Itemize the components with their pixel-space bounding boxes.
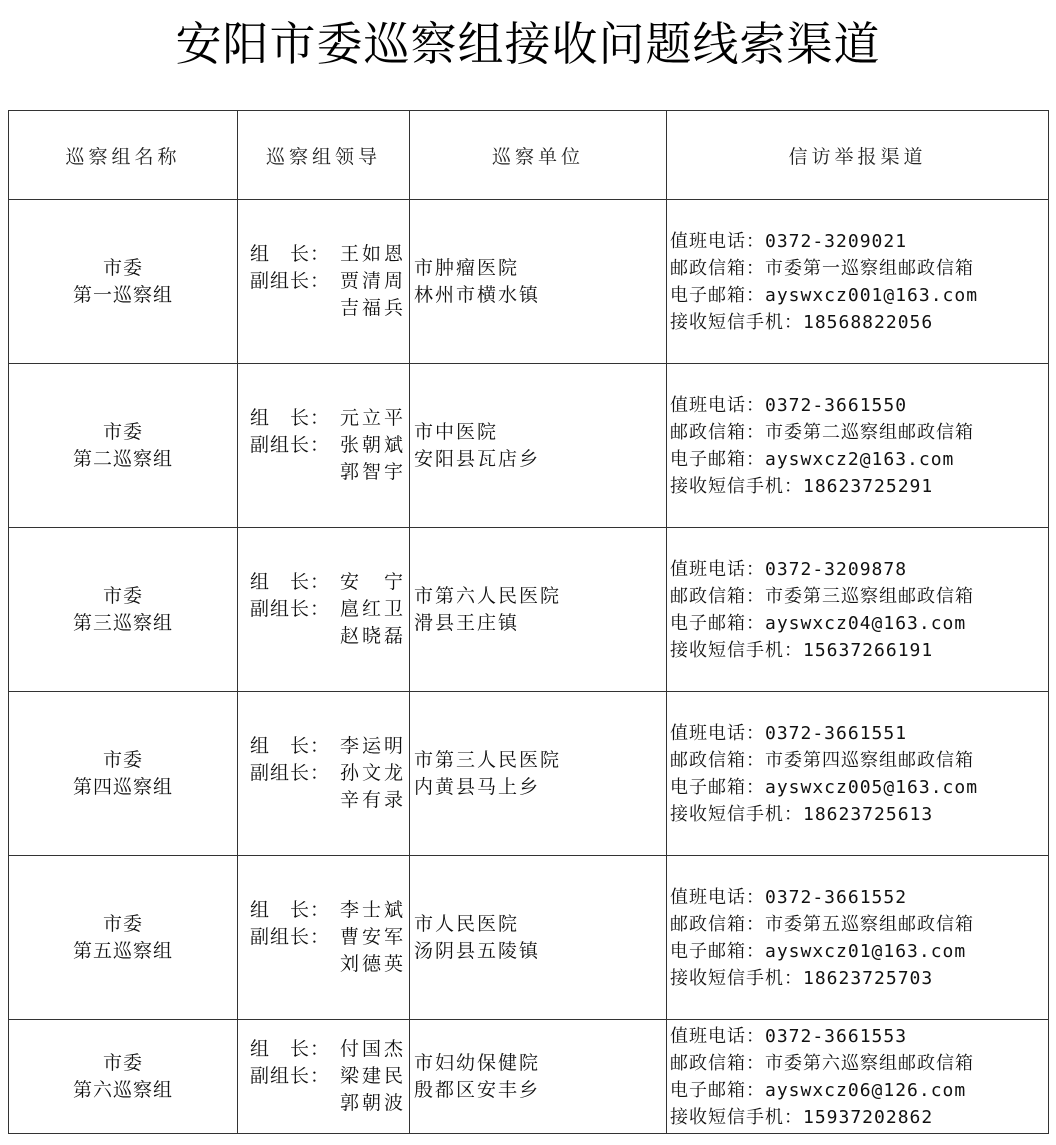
deputy-name-2: 郭智宇 (340, 461, 407, 483)
report-channel-cell (667, 692, 1049, 856)
table-row (9, 1020, 1049, 1134)
email-label: 电子邮箱： (670, 284, 765, 306)
mailbox-label: 邮政信箱： (670, 585, 765, 607)
leader-role-label: 组 长： (250, 1038, 331, 1060)
leader-name: 付国杰 (340, 1038, 407, 1060)
email-label: 电子邮箱： (670, 940, 765, 962)
group-name-line1: 市委 (102, 584, 143, 607)
mailbox-label: 邮政信箱： (670, 257, 765, 279)
sms-label: 接收短信手机： (670, 803, 803, 825)
sms-phone: 18623725291 (803, 475, 934, 497)
group-name-line1: 市委 (102, 1051, 143, 1074)
duty-phone: 0372-3661550 (765, 394, 908, 416)
deputy-name-2: 刘德英 (340, 953, 407, 975)
report-channel-cell (667, 528, 1049, 692)
sms-phone: 18623725613 (803, 803, 934, 825)
table-row (9, 856, 1049, 1020)
deputy-role-label: 副组长： (250, 434, 331, 456)
inspected-unit-1: 市妇幼保健院 (414, 1051, 541, 1074)
deputy-name-2: 吉福兵 (340, 297, 407, 319)
group-leader-cell (238, 692, 410, 856)
postal-mailbox: 市委第五巡察组邮政信箱 (765, 913, 974, 935)
inspected-unit-cell (410, 1020, 667, 1134)
mailbox-label: 邮政信箱： (670, 1052, 765, 1074)
sms-phone: 18568822056 (803, 311, 934, 333)
inspected-unit-2: 林州市横水镇 (414, 283, 541, 306)
sms-label: 接收短信手机： (670, 967, 803, 989)
postal-mailbox: 市委第四巡察组邮政信箱 (765, 749, 974, 771)
deputy-role-label: 副组长： (250, 270, 331, 292)
group-name-line1: 市委 (102, 420, 143, 443)
email-address: ayswxcz001@163.com (765, 284, 979, 306)
inspected-unit-cell (410, 856, 667, 1020)
email-address: ayswxcz01@163.com (765, 940, 967, 962)
postal-mailbox: 市委第二巡察组邮政信箱 (765, 421, 974, 443)
group-name-cell (9, 200, 238, 364)
mailbox-label: 邮政信箱： (670, 749, 765, 771)
sms-label: 接收短信手机： (670, 475, 803, 497)
deputy-role-label: 副组长： (250, 762, 331, 784)
report-channel-cell (667, 200, 1049, 364)
deputy-name-1: 曹安军 (340, 926, 407, 948)
group-leader-cell (238, 856, 410, 1020)
inspected-unit-2: 内黄县马上乡 (414, 775, 541, 798)
leader-role-label: 组 长： (250, 899, 331, 921)
inspected-unit-1: 市人民医院 (414, 912, 520, 935)
postal-mailbox: 市委第六巡察组邮政信箱 (765, 1052, 974, 1074)
group-leader-cell (238, 200, 410, 364)
page-title: 安阳市委巡察组接收问题线索渠道 (175, 17, 881, 71)
table-header-row (9, 111, 1049, 200)
deputy-role-label: 副组长： (250, 598, 331, 620)
duty-phone: 0372-3209878 (765, 558, 908, 580)
header-inspected-unit: 巡察单位 (410, 111, 667, 200)
phone-label: 值班电话： (670, 558, 765, 580)
group-name-line1: 市委 (102, 748, 143, 771)
inspected-unit-1: 市第六人民医院 (414, 584, 562, 607)
deputy-name-2: 辛有录 (340, 789, 407, 811)
deputy-name-1: 孙文龙 (340, 762, 407, 784)
inspected-unit-2: 汤阴县五陵镇 (414, 939, 541, 962)
sms-phone: 15637266191 (803, 639, 934, 661)
leader-role-label: 组 长： (250, 735, 331, 757)
duty-phone: 0372-3661552 (765, 886, 908, 908)
email-address: ayswxcz04@163.com (765, 612, 967, 634)
email-label: 电子邮箱： (670, 1079, 765, 1101)
inspected-unit-1: 市中医院 (414, 420, 499, 443)
header-group-leader: 巡察组领导 (238, 111, 410, 200)
deputy-name-1: 贾清周 (340, 270, 407, 292)
leader-role-label: 组 长： (250, 243, 331, 265)
sms-label: 接收短信手机： (670, 311, 803, 333)
deputy-role-label: 副组长： (250, 1065, 331, 1087)
table-row (9, 364, 1049, 528)
sms-label: 接收短信手机： (670, 639, 803, 661)
inspected-unit-1: 市肿瘤医院 (414, 256, 520, 279)
inspected-unit-cell (410, 200, 667, 364)
deputy-name-1: 梁建民 (340, 1065, 407, 1087)
email-address: ayswxcz06@126.com (765, 1079, 967, 1101)
deputy-name-1: 张朝斌 (340, 434, 407, 456)
inspected-unit-cell (410, 528, 667, 692)
group-name-cell (9, 692, 238, 856)
group-name-line2: 第一巡察组 (72, 283, 173, 306)
leader-name: 李士斌 (340, 899, 407, 921)
email-label: 电子邮箱： (670, 448, 765, 470)
phone-label: 值班电话： (670, 1025, 765, 1047)
postal-mailbox: 市委第三巡察组邮政信箱 (765, 585, 974, 607)
deputy-role-label: 副组长： (250, 926, 331, 948)
email-label: 电子邮箱： (670, 612, 765, 634)
phone-label: 值班电话： (670, 394, 765, 416)
phone-label: 值班电话： (670, 722, 765, 744)
group-name-line2: 第四巡察组 (72, 775, 173, 798)
sms-phone: 15937202862 (803, 1106, 934, 1128)
phone-label: 值班电话： (670, 886, 765, 908)
email-address: ayswxcz005@163.com (765, 776, 979, 798)
duty-phone: 0372-3209021 (765, 230, 908, 252)
header-report-channel: 信访举报渠道 (667, 111, 1049, 200)
table-row (9, 528, 1049, 692)
group-name-cell (9, 528, 238, 692)
inspected-unit-2: 安阳县瓦店乡 (414, 447, 541, 470)
leader-name: 李运明 (340, 735, 407, 757)
deputy-name-2: 赵晓磊 (340, 625, 407, 647)
group-name-cell (9, 364, 238, 528)
header-group-name: 巡察组名称 (9, 111, 238, 200)
inspected-unit-2: 殷都区安丰乡 (414, 1078, 541, 1101)
table-row (9, 692, 1049, 856)
inspected-unit-1: 市第三人民医院 (414, 748, 562, 771)
email-address: ayswxcz2@163.com (765, 448, 955, 470)
leader-name: 王如恩 (340, 243, 407, 265)
group-leader-cell (238, 528, 410, 692)
table-row (9, 200, 1049, 364)
leader-role-label: 组 长： (250, 571, 331, 593)
group-name-line2: 第二巡察组 (72, 447, 173, 470)
group-name-line1: 市委 (102, 256, 143, 279)
inspected-unit-cell (410, 364, 667, 528)
inspected-unit-cell (410, 692, 667, 856)
sms-phone: 18623725703 (803, 967, 934, 989)
group-name-line2: 第三巡察组 (72, 611, 173, 634)
group-leader-cell (238, 364, 410, 528)
leader-name: 安 宁 (340, 571, 407, 593)
deputy-name-2: 郭朝波 (340, 1092, 407, 1114)
group-name-line1: 市委 (102, 912, 143, 935)
mailbox-label: 邮政信箱： (670, 421, 765, 443)
group-leader-cell (238, 1020, 410, 1134)
inspected-unit-2: 滑县王庄镇 (414, 611, 520, 634)
sms-label: 接收短信手机： (670, 1106, 803, 1128)
duty-phone: 0372-3661551 (765, 722, 908, 744)
leader-role-label: 组 长： (250, 407, 331, 429)
report-channel-cell (667, 364, 1049, 528)
duty-phone: 0372-3661553 (765, 1025, 908, 1047)
email-label: 电子邮箱： (670, 776, 765, 798)
report-channel-cell (667, 856, 1049, 1020)
mailbox-label: 邮政信箱： (670, 913, 765, 935)
group-name-cell (9, 856, 238, 1020)
phone-label: 值班电话： (670, 230, 765, 252)
report-channel-cell (667, 1020, 1049, 1134)
leader-name: 元立平 (340, 407, 407, 429)
postal-mailbox: 市委第一巡察组邮政信箱 (765, 257, 974, 279)
deputy-name-1: 扈红卫 (340, 598, 407, 620)
group-name-line2: 第五巡察组 (72, 939, 173, 962)
group-name-line2: 第六巡察组 (72, 1078, 173, 1101)
group-name-cell (9, 1020, 238, 1134)
channels-table (8, 110, 1049, 1134)
